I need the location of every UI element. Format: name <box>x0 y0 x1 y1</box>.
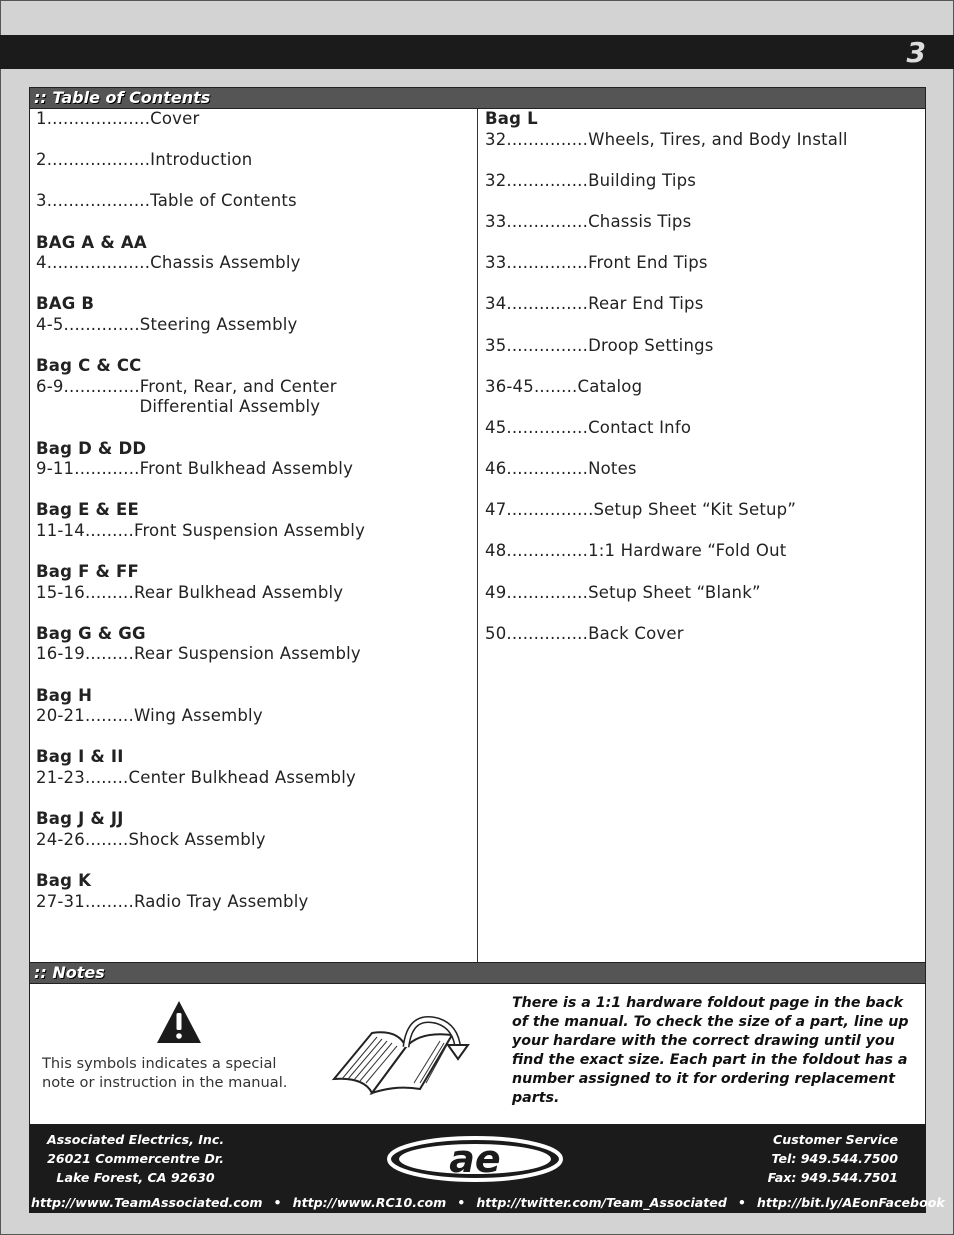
toc-entry: 27-31.........Radio Tray Assembly <box>36 891 309 911</box>
ae-logo <box>385 1134 565 1184</box>
toc-bag-heading: Bag C & CC <box>36 356 142 376</box>
toc-spacer <box>36 130 477 151</box>
service-label: Customer Service <box>773 1132 898 1147</box>
toc-bag-heading: Bag L <box>485 109 538 128</box>
toc-entry: 3...................Table of Contents <box>36 191 297 211</box>
toc-spacer <box>485 191 925 212</box>
link-separator: • <box>273 1195 282 1210</box>
footer-links <box>29 1195 945 1210</box>
toc-bag-heading: Bag F & FF <box>36 562 139 582</box>
toc-spacer <box>485 521 925 542</box>
page-number: 3 <box>906 36 926 69</box>
toc-spacer <box>485 562 925 583</box>
toc-entry: Differential Assembly <box>36 397 321 417</box>
toc-spacer <box>485 397 925 418</box>
toc-right-column <box>479 109 925 962</box>
company-name: Associated Electrics, Inc. <box>47 1132 225 1147</box>
toc-entry: 16-19.........Rear Suspension Assembly <box>36 644 361 664</box>
toc-entry: 36-45........Catalog <box>485 376 643 396</box>
company-street: 26021 Commercentre Dr. <box>47 1151 224 1166</box>
toc-entry: 9-11............Front Bulkhead Assembly <box>36 459 354 479</box>
toc-entry: 46...............Notes <box>485 459 637 479</box>
warning-triangle-icon <box>155 999 203 1045</box>
toc-spacer <box>36 480 477 501</box>
toc-spacer <box>485 315 925 336</box>
link-rc10[interactable]: http://www.RC10.com <box>292 1195 447 1210</box>
toc-bag-heading: Bag J & JJ <box>36 809 124 829</box>
toc-entry: 33...............Chassis Tips <box>485 211 692 231</box>
toc-bag-heading: Bag K <box>36 870 92 890</box>
toc-entry: 49...............Setup Sheet “Blank” <box>485 582 761 602</box>
toc-spacer <box>485 480 925 501</box>
toc-spacer <box>36 171 477 192</box>
toc-left-column <box>30 109 478 962</box>
toc-panel <box>29 87 926 963</box>
toc-spacer <box>36 789 477 810</box>
link-separator: • <box>737 1195 746 1210</box>
toc-entry: 11-14.........Front Suspension Assembly <box>36 520 366 540</box>
foldout-note: There is a 1:1 hardware foldout page in the back of the manual. To check the size of a part, line up your hardare with the correct drawing until you find the exact size. Each part in the foldout has a number assigned to it for ordering replacement parts. <box>512 995 909 1106</box>
link-team-associated[interactable]: http://www.TeamAssociated.com <box>31 1195 263 1210</box>
toc-spacer <box>485 356 925 377</box>
toc-spacer <box>36 603 477 624</box>
toc-entry: 33...............Front End Tips <box>485 253 708 273</box>
toc-entry: 32...............Wheels, Tires, and Body Install <box>485 129 848 149</box>
toc-spacer <box>36 541 477 562</box>
toc-entry: 32...............Building Tips <box>485 170 697 190</box>
footer <box>29 1124 945 1213</box>
toc-entry: 4-5..............Steering Assembly <box>36 314 298 334</box>
header-bar <box>0 35 954 69</box>
toc-spacer <box>36 274 477 295</box>
toc-entry: 50...............Back Cover <box>485 623 684 643</box>
toc-bag-heading: Bag I & II <box>36 747 124 767</box>
symbol-note: This symbols indicates a special note or instruction in the manual. <box>42 1055 288 1091</box>
toc-spacer <box>485 274 925 295</box>
toc-bag-heading: Bag E & EE <box>36 500 139 520</box>
customer-service <box>768 1130 898 1187</box>
toc-entry: 34...............Rear End Tips <box>485 294 704 314</box>
toc-spacer <box>36 418 477 439</box>
company-address <box>47 1130 224 1187</box>
toc-entry: 6-9..............Front, Rear, and Center <box>36 376 337 396</box>
link-facebook[interactable]: http://bit.ly/AEonFacebook <box>756 1195 945 1210</box>
open-book-foldout-icon <box>328 999 478 1099</box>
toc-spacer <box>36 727 477 748</box>
toc-spacer <box>485 603 925 624</box>
toc-spacer <box>36 212 477 233</box>
toc-bag-heading: Bag D & DD <box>36 438 147 458</box>
toc-spacer <box>485 150 925 171</box>
toc-entry: 2...................Introduction <box>36 150 253 170</box>
toc-spacer <box>36 665 477 686</box>
toc-bag-heading: BAG B <box>36 294 95 314</box>
toc-entry: 1...................Cover <box>36 109 200 128</box>
toc-entry: 15-16.........Rear Bulkhead Assembly <box>36 582 344 602</box>
toc-entry: 48...............1:1 Hardware “Fold Out <box>485 541 787 561</box>
company-city: Lake Forest, CA 92630 <box>56 1170 215 1185</box>
toc-entry: 47................Setup Sheet “Kit Setup” <box>485 500 797 520</box>
link-separator: • <box>457 1195 466 1210</box>
toc-spacer <box>485 439 925 460</box>
service-fax: Fax: 949.544.7501 <box>767 1170 898 1185</box>
toc-bag-heading: BAG A & AA <box>36 232 147 252</box>
toc-bag-heading: Bag G & GG <box>36 623 146 643</box>
notes-heading: :: Notes <box>30 963 925 984</box>
ae-logo-text: ae <box>449 1137 501 1181</box>
toc-entry: 20-21.........Wing Assembly <box>36 706 263 726</box>
toc-bag-heading: Bag H <box>36 685 93 705</box>
toc-entry: 21-23........Center Bulkhead Assembly <box>36 768 356 787</box>
service-tel: Tel: 949.544.7500 <box>771 1151 898 1166</box>
toc-entry: 4...................Chassis Assembly <box>36 253 301 273</box>
link-twitter[interactable]: http://twitter.com/Team_Associated <box>476 1195 727 1210</box>
toc-entry: 24-26........Shock Assembly <box>36 829 266 849</box>
toc-entry: 45...............Contact Info <box>485 417 692 437</box>
toc-spacer <box>36 336 477 357</box>
notes-panel <box>29 963 926 1125</box>
toc-spacer <box>36 850 477 871</box>
toc-heading: :: Table of Contents <box>30 88 925 109</box>
toc-spacer <box>485 233 925 254</box>
toc-entry: 35...............Droop Settings <box>485 335 714 355</box>
